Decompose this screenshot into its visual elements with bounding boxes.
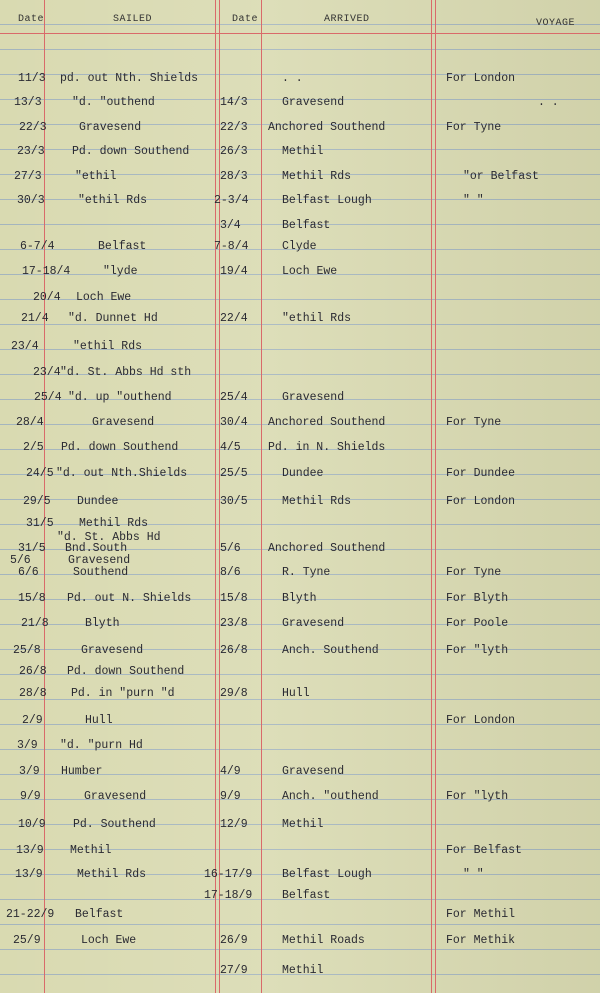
entry-sailed: "lyde	[103, 265, 138, 278]
entry-date2: 22/4	[220, 312, 248, 325]
entry-date2: 8/6	[220, 566, 241, 579]
entry-sailed: "ethil Rds	[73, 340, 143, 353]
entry-date1: 9/9	[20, 790, 41, 803]
entry-voyage: "or Belfast	[463, 170, 539, 183]
entry-arrived: Anchored Southend	[268, 121, 386, 134]
entry-date1: 23/4	[11, 340, 39, 353]
header-voyage: VOYAGE	[536, 18, 576, 29]
entry-arrived: Anchored Southend	[268, 416, 386, 429]
entry-date1: 6-7/4	[20, 240, 55, 253]
entry-annotation: "d. St. Abbs Hd	[57, 531, 161, 544]
entry-sailed: Pd. down Southend	[67, 665, 185, 678]
entry-date1: 22/3	[19, 121, 47, 134]
entry-annotation: Gravesend	[68, 554, 131, 567]
header-date-arrived: Date	[232, 14, 259, 25]
column-rule	[431, 0, 432, 993]
entry-date2: 26/8	[220, 644, 248, 657]
entry-arrived: Methil Rds	[282, 495, 352, 508]
entry-arrived: R. Tyne	[282, 566, 331, 579]
entry-voyage: For London	[446, 714, 516, 727]
entry-date2: 27/9	[220, 964, 248, 977]
entry-arrived: Belfast Lough	[282, 194, 372, 207]
entry-sailed: Dundee	[77, 495, 119, 508]
entry-voyage: For "lyth	[446, 644, 509, 657]
entry-arrived: Anchored Southend	[268, 542, 386, 555]
entry-date2: 12/9	[220, 818, 248, 831]
entry-arrived: Methil Rds	[282, 170, 352, 183]
entry-voyage: For Methik	[446, 934, 516, 947]
entry-voyage: For London	[446, 495, 516, 508]
entry-sailed: Pd. in "purn "d	[71, 687, 175, 700]
entry-arrived: Belfast	[282, 889, 331, 902]
entry-sailed: Bnd.South	[65, 542, 128, 555]
entry-sailed: Pd. Southend	[73, 818, 156, 831]
entry-voyage: For Belfast	[446, 844, 522, 857]
entry-date1: 25/9	[13, 934, 41, 947]
entry-date1: 28/4	[16, 416, 44, 429]
entry-date1: 13/9	[16, 844, 44, 857]
entry-sailed: Belfast	[98, 240, 147, 253]
entry-sailed: "d. up "outhend	[68, 391, 172, 404]
entry-sailed: Gravesend	[84, 790, 147, 803]
entry-date1: 25/8	[13, 644, 41, 657]
entry-date1: 2/9	[22, 714, 43, 727]
entry-arrived: Gravesend	[282, 617, 345, 630]
entry-sailed: Southend	[73, 566, 129, 579]
entry-sailed: "d. "purn Hd	[60, 739, 143, 752]
entry-voyage: For Poole	[446, 617, 509, 630]
entry-date1: 20/4	[33, 291, 61, 304]
entry-date2: 4/9	[220, 765, 241, 778]
entry-date2: 22/3	[220, 121, 248, 134]
entry-arrived: "ethil Rds	[282, 312, 352, 325]
entry-sailed: "d. out Nth.Shields	[56, 467, 188, 480]
entry-date2: 5/6	[220, 542, 241, 555]
entry-date1: 11/3	[18, 72, 46, 85]
entry-date2: 2-3/4	[214, 194, 249, 207]
entry-arrived: Hull	[282, 687, 310, 700]
entry-date1: 23/4	[33, 366, 61, 379]
entry-date2: 30/5	[220, 495, 248, 508]
entry-date2: 26/3	[220, 145, 248, 158]
entry-sailed: pd. out Nth. Shields	[60, 72, 199, 85]
entry-date2: 4/5	[220, 441, 241, 454]
entry-date2: 19/4	[220, 265, 248, 278]
header-rule	[0, 33, 600, 34]
entry-sailed: Humber	[61, 765, 103, 778]
entry-date2: 23/8	[220, 617, 248, 630]
entry-date1: 21/4	[21, 312, 49, 325]
entry-date1: 21-22/9	[6, 908, 55, 921]
entry-date1: 6/6	[18, 566, 39, 579]
entry-sailed: Pd. down Southend	[72, 145, 190, 158]
entry-voyage: For Dundee	[446, 467, 516, 480]
header-date-sailed: Date	[18, 14, 45, 25]
column-rule	[261, 0, 262, 993]
entry-voyage: For Tyne	[446, 416, 502, 429]
entry-date1: 13/3	[14, 96, 42, 109]
entry-sailed: Pd. down Southend	[61, 441, 179, 454]
entry-arrived: Methil	[282, 964, 324, 977]
entry-sailed: Gravesend	[92, 416, 155, 429]
entry-date2: 14/3	[220, 96, 248, 109]
entry-date2: 15/8	[220, 592, 248, 605]
entry-voyage: For Tyne	[446, 121, 502, 134]
header-sailed: SAILED	[113, 14, 153, 25]
entry-date1: 2/5	[23, 441, 44, 454]
entry-sailed: "d. "outhend	[72, 96, 155, 109]
entry-date1: 28/8	[19, 687, 47, 700]
entry-date1: 21/8	[21, 617, 49, 630]
entry-arrived: Belfast	[282, 219, 331, 232]
entry-sailed: Belfast	[75, 908, 124, 921]
entry-arrived: Anch. "outhend	[282, 790, 379, 803]
entry-date1: 15/8	[18, 592, 46, 605]
entry-voyage: . .	[538, 96, 559, 109]
entry-date2: 25/4	[220, 391, 248, 404]
entry-date2: 3/4	[220, 219, 241, 232]
entry-date1: 3/9	[17, 739, 38, 752]
entry-arrived: Methil	[282, 145, 324, 158]
entry-date2: 28/3	[220, 170, 248, 183]
entry-arrived: Pd. in N. Shields	[268, 441, 386, 454]
entry-date2: 16-17/9	[204, 868, 253, 881]
entry-arrived: Dundee	[282, 467, 324, 480]
entry-date2: 7-8/4	[214, 240, 249, 253]
entry-date1: 31/5	[26, 517, 54, 530]
entry-arrived: Blyth	[282, 592, 317, 605]
entry-date2: 17-18/9	[204, 889, 253, 902]
entry-date2: 9/9	[220, 790, 241, 803]
entry-date1: 30/3	[17, 194, 45, 207]
entry-arrived: Gravesend	[282, 765, 345, 778]
entry-sailed: Blyth	[85, 617, 120, 630]
entry-date1: 24/5	[26, 467, 54, 480]
entry-date1: 10/9	[18, 818, 46, 831]
entry-voyage: For Methil	[446, 908, 516, 921]
entry-arrived: . .	[282, 72, 303, 85]
entry-annotation: 5/6	[10, 554, 31, 567]
entry-voyage: " "	[463, 194, 484, 207]
entry-sailed: Pd. out N. Shields	[67, 592, 192, 605]
entry-date1: 3/9	[19, 765, 40, 778]
entry-arrived: Gravesend	[282, 391, 345, 404]
entry-arrived: Anch. Southend	[282, 644, 379, 657]
entry-date1: 13/9	[15, 868, 43, 881]
entry-arrived: Gravesend	[282, 96, 345, 109]
entry-date2: 29/8	[220, 687, 248, 700]
entry-sailed: "ethil	[75, 170, 117, 183]
entry-voyage: " "	[463, 868, 484, 881]
entry-date1: 25/4	[34, 391, 62, 404]
entry-date1: 26/8	[19, 665, 47, 678]
entry-voyage: For Tyne	[446, 566, 502, 579]
entry-date1: 31/5	[18, 542, 46, 555]
entry-date1: 23/3	[17, 145, 45, 158]
entry-sailed: Hull	[85, 714, 113, 727]
entry-arrived: Belfast Lough	[282, 868, 372, 881]
entry-sailed: Gravesend	[79, 121, 142, 134]
entry-date1: 29/5	[23, 495, 51, 508]
entry-date2: 25/5	[220, 467, 248, 480]
entry-date1: 27/3	[14, 170, 42, 183]
entry-arrived: Methil Roads	[282, 934, 365, 947]
entry-sailed: "d. St. Abbs Hd sth	[60, 366, 192, 379]
entry-sailed: "ethil Rds	[78, 194, 148, 207]
entry-sailed: Gravesend	[81, 644, 144, 657]
entry-sailed: Loch Ewe	[81, 934, 137, 947]
entry-arrived: Loch Ewe	[282, 265, 338, 278]
entry-sailed: Methil	[70, 844, 112, 857]
header-arrived: ARRIVED	[324, 14, 370, 25]
entry-sailed: Loch Ewe	[76, 291, 132, 304]
entry-voyage: For Blyth	[446, 592, 509, 605]
entry-sailed: Methil Rds	[79, 517, 149, 530]
entry-date2: 30/4	[220, 416, 248, 429]
entry-sailed: Methil Rds	[77, 868, 147, 881]
entry-date1: 17-18/4	[22, 265, 71, 278]
entry-voyage: For "lyth	[446, 790, 509, 803]
entry-voyage: For London	[446, 72, 516, 85]
column-rule	[215, 0, 216, 993]
entry-date2: 26/9	[220, 934, 248, 947]
entry-arrived: Clyde	[282, 240, 317, 253]
column-rule	[435, 0, 436, 993]
entry-arrived: Methil	[282, 818, 324, 831]
entry-sailed: "d. Dunnet Hd	[68, 312, 158, 325]
